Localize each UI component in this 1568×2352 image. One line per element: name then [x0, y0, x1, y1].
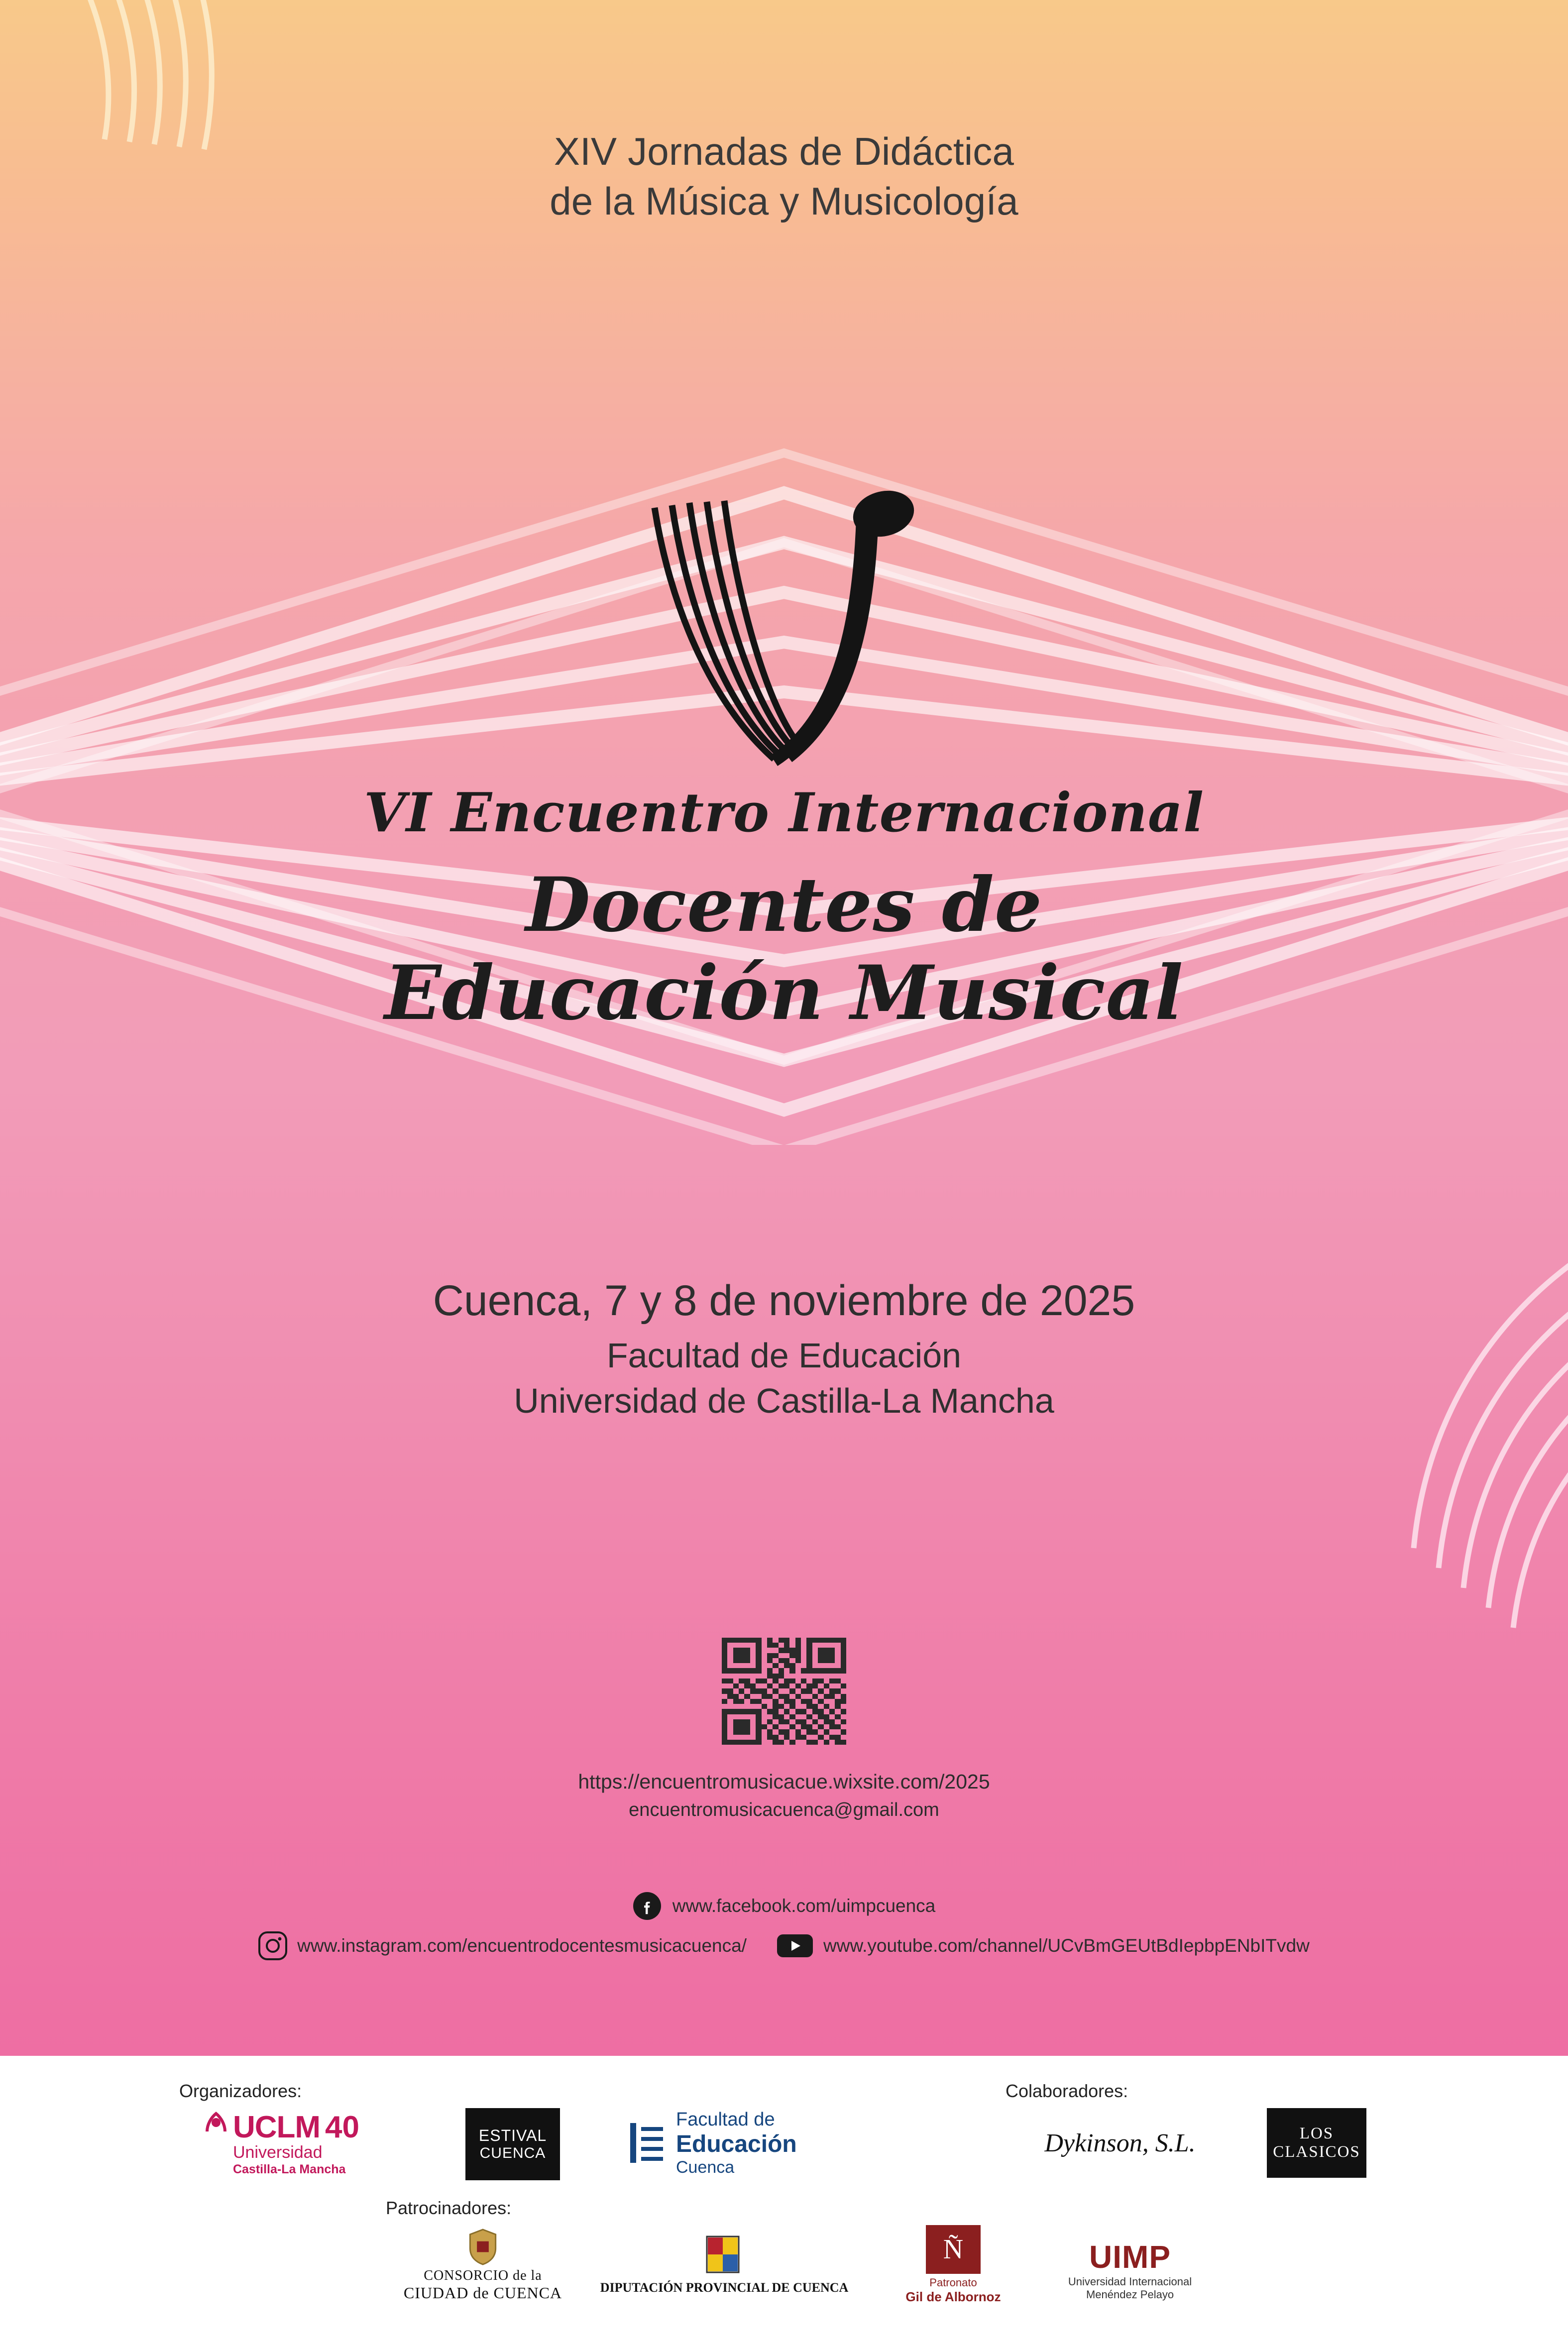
diputacion-name: DIPUTACIÓN PROVINCIAL DE CUENCA [600, 2280, 849, 2295]
instagram-url[interactable]: www.instagram.com/encuentrodocentesmusicacuenca/ [297, 1935, 747, 1956]
youtube-url[interactable]: www.youtube.com/channel/UCvBmGEUtBdIepbpENbITvdw [823, 1935, 1310, 1956]
event-series-title-line2: de la Música y Musicología [550, 179, 1018, 223]
uclm-sub1: Universidad [232, 2143, 323, 2162]
v-music-note-logo [625, 488, 943, 796]
logo-los-clasicos [1267, 2108, 1366, 2178]
venue-block [0, 1274, 1568, 1424]
facultad-line1: Facultad de [676, 2109, 775, 2130]
losclasicos-line2: CLASICOS [1273, 2143, 1360, 2161]
event-series-title-line1: XIV Jornadas de Didáctica [554, 129, 1014, 173]
logo-patronato-gil-albornoz [886, 2225, 1020, 2305]
logo-uclm [164, 2110, 398, 2177]
uimp-sub1: Universidad Internacional [1068, 2275, 1192, 2288]
logo-facultad-educacion [627, 2111, 851, 2175]
facebook-url[interactable]: www.facebook.com/uimpcuenca [672, 1896, 936, 1916]
collaborators-label: Colaboradores: [1006, 2081, 1128, 2101]
estival-line2: CUENCA [479, 2145, 546, 2161]
youtube-icon [777, 1931, 813, 1960]
logo-uimp [1048, 2240, 1212, 2300]
main-title-line1: VI Encuentro Internacional [363, 782, 1205, 844]
losclasicos-line1: LOS [1299, 2125, 1334, 2142]
consorcio-line2: CIUDAD de CUENCA [403, 2284, 562, 2302]
instagram-item[interactable] [258, 1931, 747, 1960]
instagram-icon [258, 1931, 287, 1960]
dykinson-name: Dykinson, S.L. [1044, 2128, 1196, 2157]
estival-line1: ESTIVAL [478, 2127, 547, 2144]
consorcio-shield-icon [467, 2228, 499, 2266]
youtube-item[interactable] [777, 1931, 1310, 1960]
contact-links [0, 1767, 1568, 1824]
facultad-line3: Cuenca [676, 2157, 735, 2177]
facultad-book-icon [627, 2120, 666, 2166]
logo-consorcio-cuenca [383, 2228, 582, 2302]
facebook-icon [633, 1892, 662, 1920]
diputacion-crest-icon [687, 2235, 762, 2277]
uclm-name: UCLM [232, 2110, 321, 2144]
event-series-title [0, 127, 1568, 226]
logo-dykinson [1015, 2116, 1225, 2170]
consorcio-line1: CONSORCIO de la [424, 2268, 542, 2283]
venue-faculty: Facultad de Educación [606, 1336, 962, 1375]
uclm-sub2: Castilla-La Mancha [232, 2162, 346, 2176]
patronato-mark-icon: Ñ [926, 2225, 981, 2274]
event-dates: Cuenca, 7 y 8 de noviembre de 2025 [433, 1277, 1135, 1325]
sponsors-label: Patrocinadores: [386, 2198, 512, 2218]
main-title-main [0, 861, 1568, 1037]
facultad-line2: Educación [676, 2130, 797, 2157]
social-links-row [0, 1931, 1568, 1960]
email-address[interactable]: encuentromusicacuenca@gmail.com [629, 1799, 939, 1821]
venue-university: Universidad de Castilla-La Mancha [514, 1381, 1054, 1420]
sponsor-footer [0, 2056, 1568, 2352]
logo-estival-cuenca [465, 2108, 560, 2180]
patronato-line1: Patronato [929, 2276, 977, 2289]
qr-code[interactable] [722, 1638, 846, 1745]
uclm-mark-icon [203, 2110, 229, 2139]
main-title-line2: Docentes de [525, 861, 1043, 949]
logo-diputacion-cuenca [600, 2228, 849, 2302]
website-url[interactable]: https://encuentromusicacue.wixsite.com/2025 [578, 1770, 990, 1793]
patronato-line2: Gil de Albornoz [905, 2289, 1001, 2304]
facebook-row [0, 1892, 1568, 1920]
uclm-anniversary: 40 [325, 2110, 360, 2144]
uimp-name: UIMP [1089, 2239, 1171, 2275]
organizers-label: Organizadores: [179, 2081, 302, 2101]
uimp-sub2: Menéndez Pelayo [1086, 2288, 1174, 2301]
main-title-line3: Educación Musical [384, 949, 1184, 1037]
